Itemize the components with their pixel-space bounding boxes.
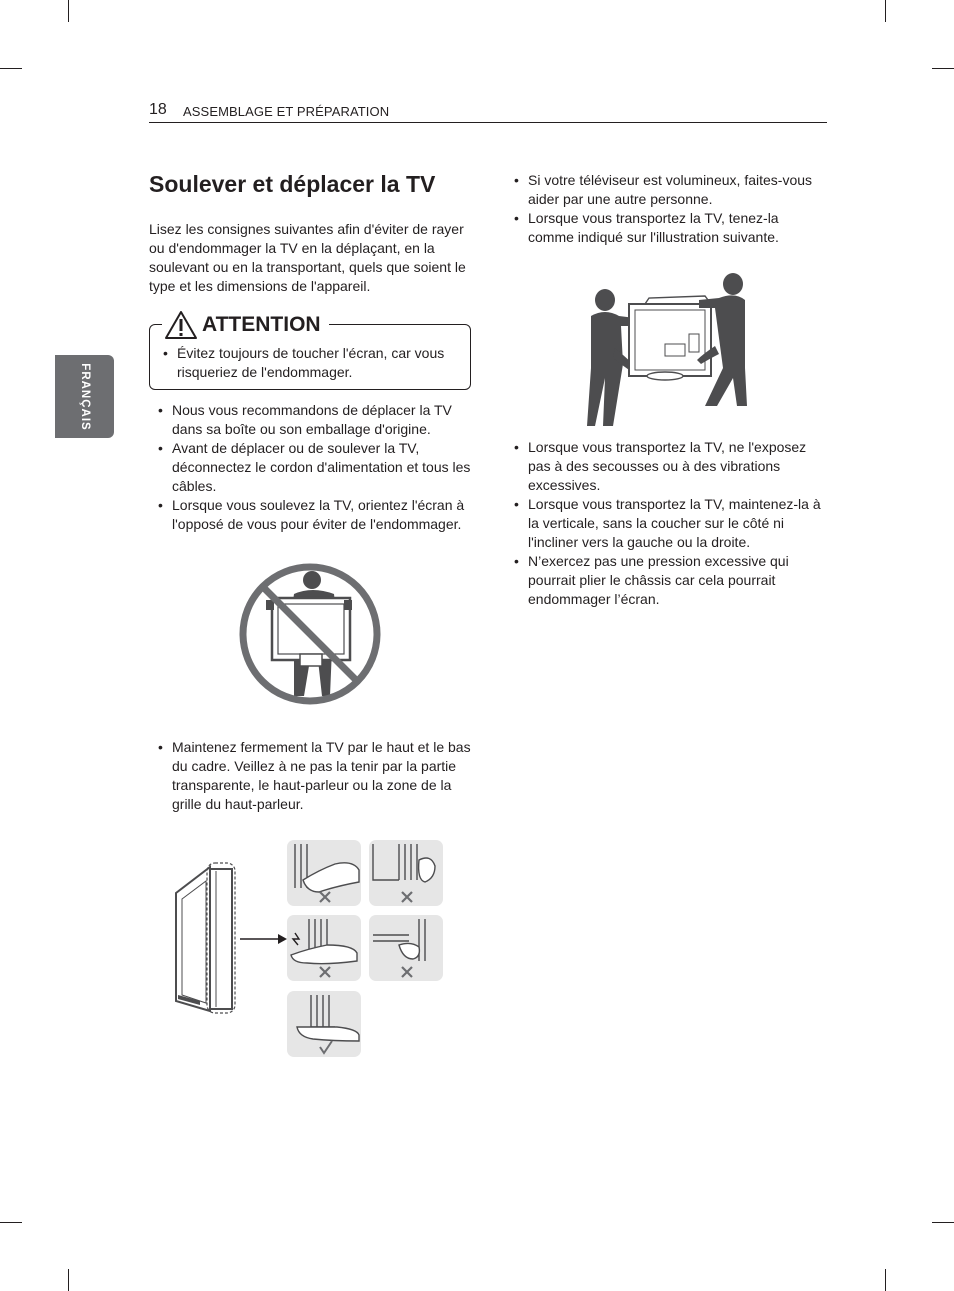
large-tv-tips-list — [514, 171, 826, 247]
page-number: 18 — [149, 101, 167, 118]
crop-mark — [0, 68, 22, 69]
prohibited-carry-illustration — [236, 560, 384, 706]
arrow-right-icon — [240, 934, 287, 944]
crop-mark — [68, 1269, 69, 1291]
language-tab-label: FRANÇAIS — [79, 363, 91, 431]
frame-holding-illustration — [170, 835, 450, 1063]
page-header — [149, 100, 827, 123]
intro-paragraph: Lisez les consignes suivantes afin d'éviter de rayer ou d'endommager la TV en la déplaçant, en la soulevant ou en la transportant, quels que soient le type et les dimensions de l'appareil. — [149, 221, 466, 294]
attention-label: ATTENTION — [202, 313, 321, 336]
moving-tips-list — [158, 401, 476, 534]
warning-triangle-icon — [164, 310, 198, 340]
crop-mark — [885, 0, 886, 22]
language-tab — [55, 355, 114, 438]
holding-tips-list — [158, 738, 476, 814]
section-title: ASSEMBLAGE ET PRÉPARATION — [183, 104, 390, 119]
crop-mark — [932, 1222, 954, 1223]
crop-mark — [932, 68, 954, 69]
list-item: • N’exercez pas une pression excessive qui pourrait plier le châssis car cela pourrait endommager l’écran. — [514, 552, 826, 609]
crop-mark — [0, 1222, 22, 1223]
list-item: • Lorsque vous transportez la TV, maintenez-la à la verticale, sans la coucher sur le côté ni l'incliner vers la gauche ou la droite. — [514, 495, 826, 552]
list-item: • Lorsque vous transportez la TV, ne l'exposez pas à des secousses ou à des vibrations excessives. — [514, 438, 826, 495]
grip-panel-wrong — [369, 915, 443, 981]
grip-panel-correct — [287, 991, 361, 1057]
list-item: • Maintenez fermement la TV par le haut et le bas du cadre. Veillez à ne pas la tenir par la partie transparente, le haut-parleur ou la zone de la grille du haut-parleur. — [158, 738, 476, 814]
list-item: • Lorsque vous transportez la TV, tenez-la comme indiqué sur l'illustration suivante. — [514, 209, 826, 247]
page-title: Soulever et déplacer la TV — [149, 171, 436, 197]
attention-heading — [162, 307, 329, 343]
crop-mark — [885, 1269, 886, 1291]
attention-list — [163, 344, 463, 382]
two-person-carry-illustration — [585, 268, 747, 430]
grip-panel-wrong — [287, 915, 361, 981]
list-item: • Nous vous recommandons de déplacer la TV dans sa boîte ou son emballage d'origine. — [158, 401, 476, 439]
carried-tv — [629, 296, 711, 380]
list-item: • Lorsque vous soulevez la TV, orientez l'écran à l'opposé de vous pour éviter de l'endommager. — [158, 496, 476, 534]
list-item: • Évitez toujours de toucher l'écran, car vous risqueriez de l'endommager. — [163, 344, 463, 382]
transport-tips-list — [514, 438, 826, 609]
grip-panel-wrong — [369, 840, 443, 906]
grip-panel-wrong — [287, 840, 361, 906]
list-item: • Si votre téléviseur est volumineux, faites-vous aider par une autre personne. — [514, 171, 826, 209]
tv-side-view — [176, 863, 235, 1013]
crop-mark — [68, 0, 69, 22]
list-item: • Avant de déplacer ou de soulever la TV, déconnectez le cordon d'alimentation et tous les câbles. — [158, 439, 476, 496]
